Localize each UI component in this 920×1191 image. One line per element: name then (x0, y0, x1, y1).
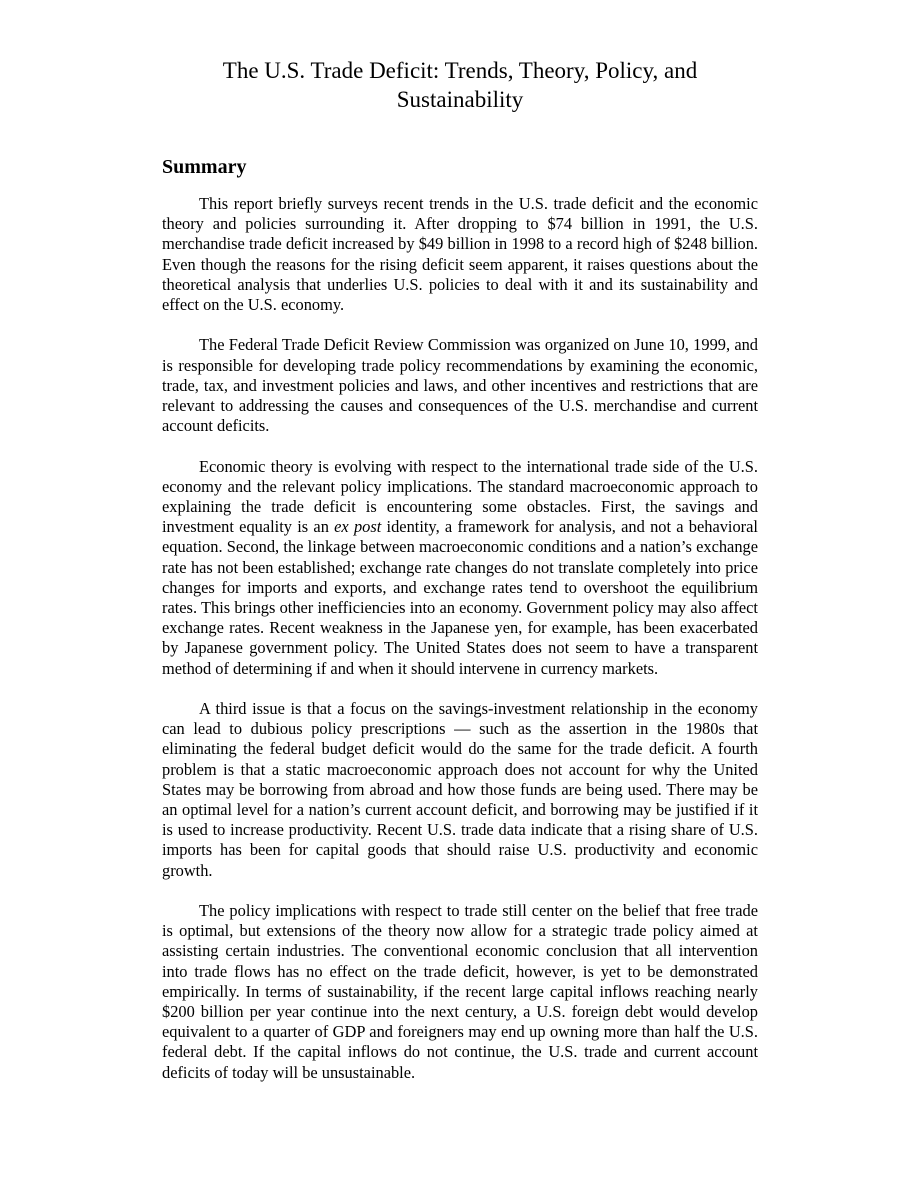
paragraph-text: identity, a framework for analysis, and not a behavioral equation. Second, the linkage between macroeconomic conditions and a nation’s exchange rate has not been established; exchange rate changes do not translate completely into price changes for imports and exports, and exchange rates tend to overshoot the equilibrium rates. This brings other inefficiencies into an economy. Government policy may also affect exchange rates. Recent weakness in the Japanese yen, for example, has been exacerbated by Japanese government policy. The United States does not seem to have a transparent method of determining if and when it should intervene in currency markets. (162, 517, 758, 678)
document-title: The U.S. Trade Deficit: Trends, Theory, Policy, and Sustainability (222, 58, 698, 112)
paragraph-text: Economic theory is evolving with respect to the international trade side of the U.S. economy and the relevant policy implications. The standard macroeconomic approach to explaining the trade deficit is encountering some obstacles. First, the savings and investment equality is an (162, 456, 758, 537)
section-heading: Summary (162, 156, 247, 178)
paragraph: The policy implications with respect to trade still center on the belief that free trade is optimal, but extensions of the theory now allow for a strategic trade policy aimed at assisting certain industries. The conventional economic conclusion that all intervention into trade flows has no effect on the trade deficit, however, is yet to be demonstrated empirically. In terms of sustainability, if the recent large capital inflows reaching nearly $200 billion per year continue into the next century, a U.S. foreign debt would develop equivalent to a quarter of GDP and foreigners may end up owning more than half the U.S. federal debt. If the capital inflows do not continue, the U.S. trade and current account deficits of today will be unsustainable. (162, 901, 758, 1082)
paragraph: The Federal Trade Deficit Review Commission was organized on June 10, 1999, and is responsible for developing trade policy recommendations by examining the economic, trade, tax, and investment policies and laws, and other incentives and restrictions that are relevant to addressing the causes and consequences of the U.S. merchandise and current account deficits. (162, 335, 758, 436)
paragraph: This report briefly surveys recent trends in the U.S. trade deficit and the economic theory and policies surrounding it. After dropping to $74 billion in 1991, the U.S. merchandise trade deficit increased by $49 billion in 1998 to a record high of $248 billion. Even though the reasons for the rising deficit seem apparent, it raises questions about the theoretical analysis that underlies U.S. policies to deal with it and its sustainability and effect on the U.S. economy. (162, 194, 758, 315)
document-page (162, 56, 758, 1083)
italic-term: ex post (334, 517, 382, 537)
paragraph (162, 457, 758, 679)
paragraph: A third issue is that a focus on the savings-investment relationship in the economy can lead to dubious policy prescriptions — such as the assertion in the 1980s that eliminating the federal budget deficit would do the same for the trade deficit. A fourth problem is that a static macroeconomic approach does not account for why the United States may be borrowing from abroad and how those funds are being used. There may be an optimal level for a nation’s current account deficit, and borrowing may be justified if it is used to increase productivity. Recent U.S. trade data indicate that a rising share of U.S. imports has been for capital goods that should raise U.S. productivity and economic growth. (162, 699, 758, 880)
